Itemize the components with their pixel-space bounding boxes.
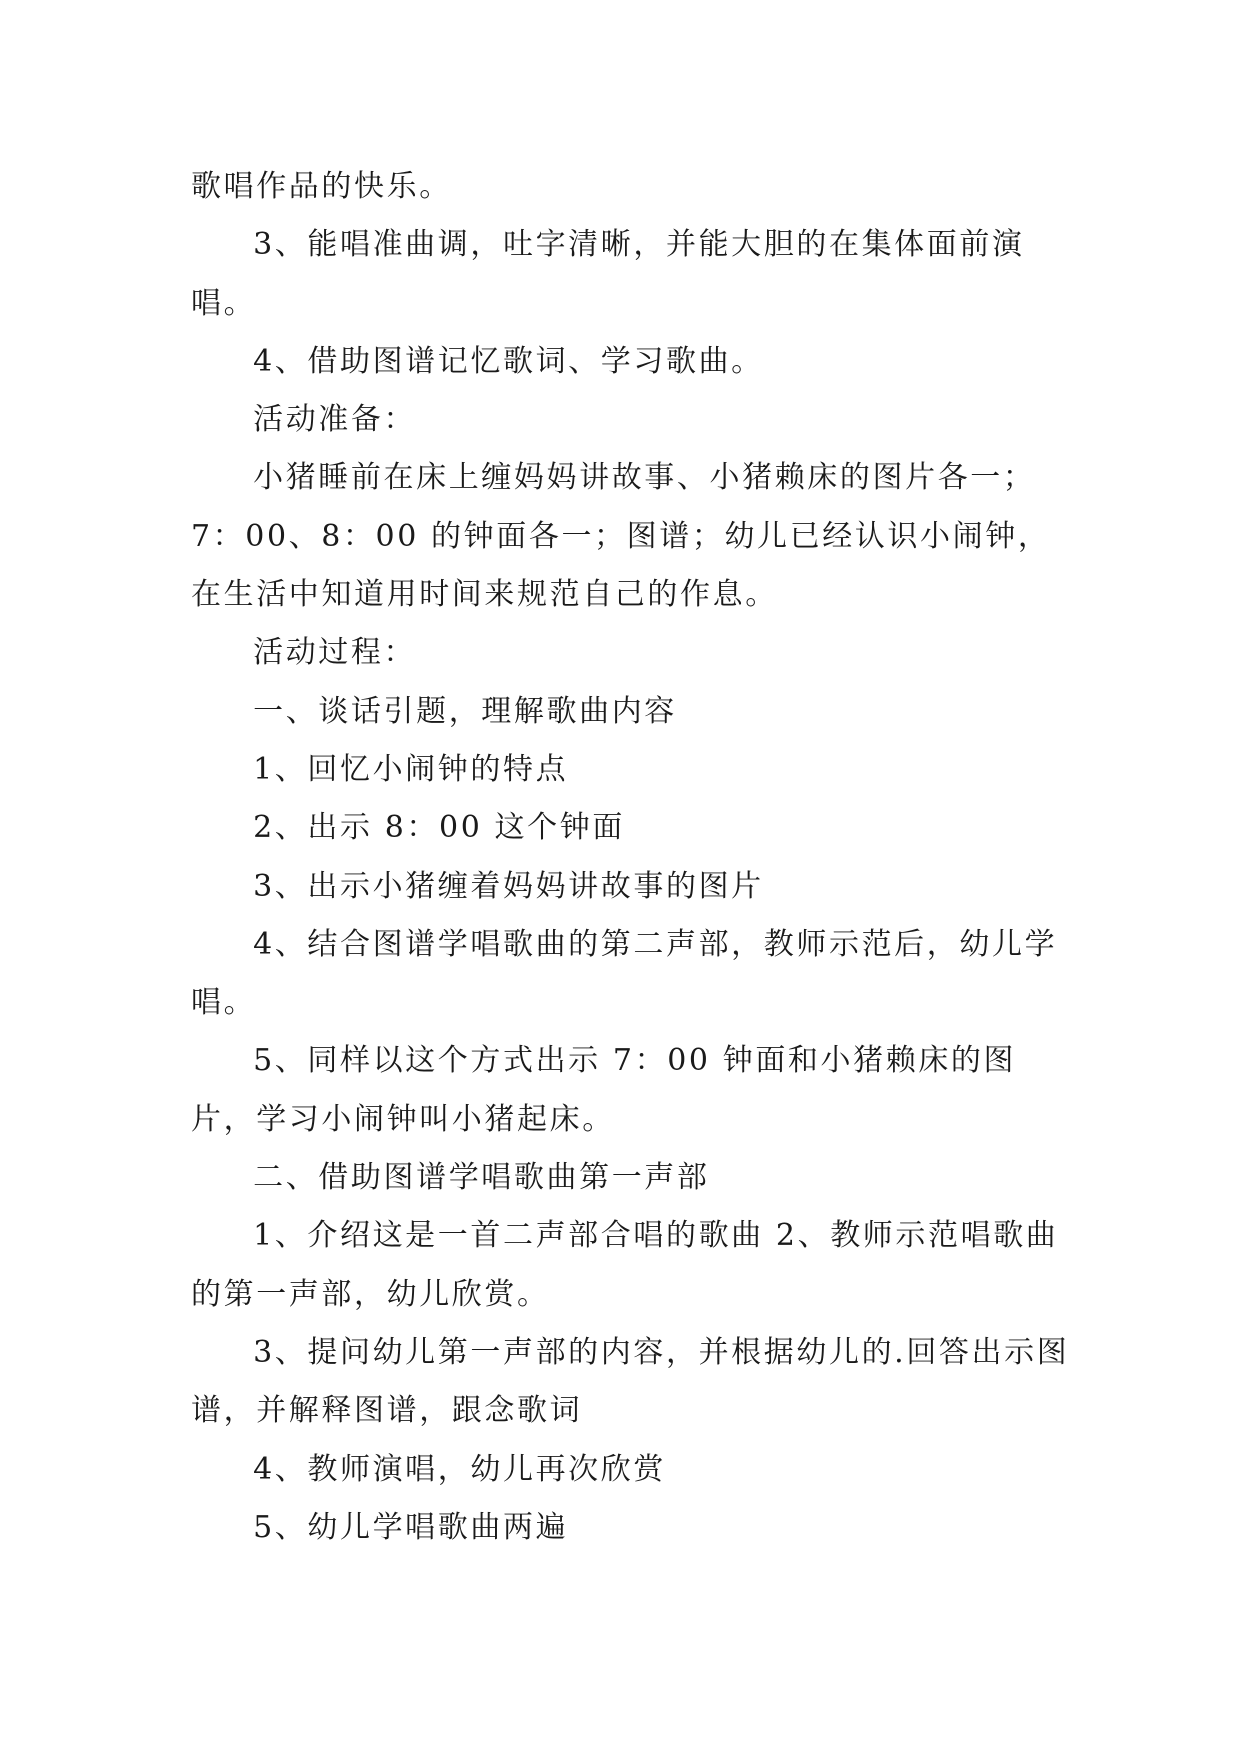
- list-item: 3、出示小猪缠着妈妈讲故事的图片: [253, 868, 764, 904]
- paragraph: 歌唱作品的快乐。: [191, 169, 452, 204]
- list-item: 4、结合图谱学唱歌曲的第二声部，教师示范后，幼儿学唱。: [191, 926, 1058, 1021]
- list-item: 2、出示 8：00 这个钟面: [253, 810, 625, 846]
- list-item: 5、同样以这个方式出示 7：00 钟面和小猪赖床的图片，学习小闹钟叫小猪起床。: [191, 1043, 1017, 1137]
- paragraph: 小猪睡前在床上缠妈妈讲故事、小猪赖床的图片各一；7：00、8：00 的钟面各一；图谱；幼儿已经认识小闹钟，在生活中知道用时间来规范自己的作息。: [191, 460, 1051, 613]
- list-item: 1、介绍这是一首二声部合唱的歌曲 2、教师示范唱歌曲的第一声部，幼儿欣赏。: [191, 1218, 1059, 1312]
- section-heading: 活动过程：: [253, 635, 417, 671]
- subsection-heading: 一、谈话引题，理解歌曲内容: [253, 693, 677, 729]
- subsection-heading: 二、借助图谱学唱歌曲第一声部: [253, 1160, 710, 1196]
- list-item: 5、幼儿学唱歌曲两遍: [253, 1509, 569, 1545]
- section-heading: 活动准备：: [253, 402, 417, 438]
- list-item: 4、教师演唱，幼儿再次欣赏: [253, 1451, 666, 1487]
- document-body: [191, 158, 1071, 1557]
- list-item: 1、回忆小闹钟的特点: [253, 751, 569, 787]
- paragraph: 4、借助图谱记忆歌词、学习歌曲。: [253, 343, 764, 379]
- list-item: 3、提问幼儿第一声部的内容，并根据幼儿的.回答出示图谱，并解释图谱，跟念歌词: [191, 1334, 1070, 1429]
- paragraph: 3、能唱准曲调，吐字清晰，并能大胆的在集体面前演唱。: [191, 227, 1025, 321]
